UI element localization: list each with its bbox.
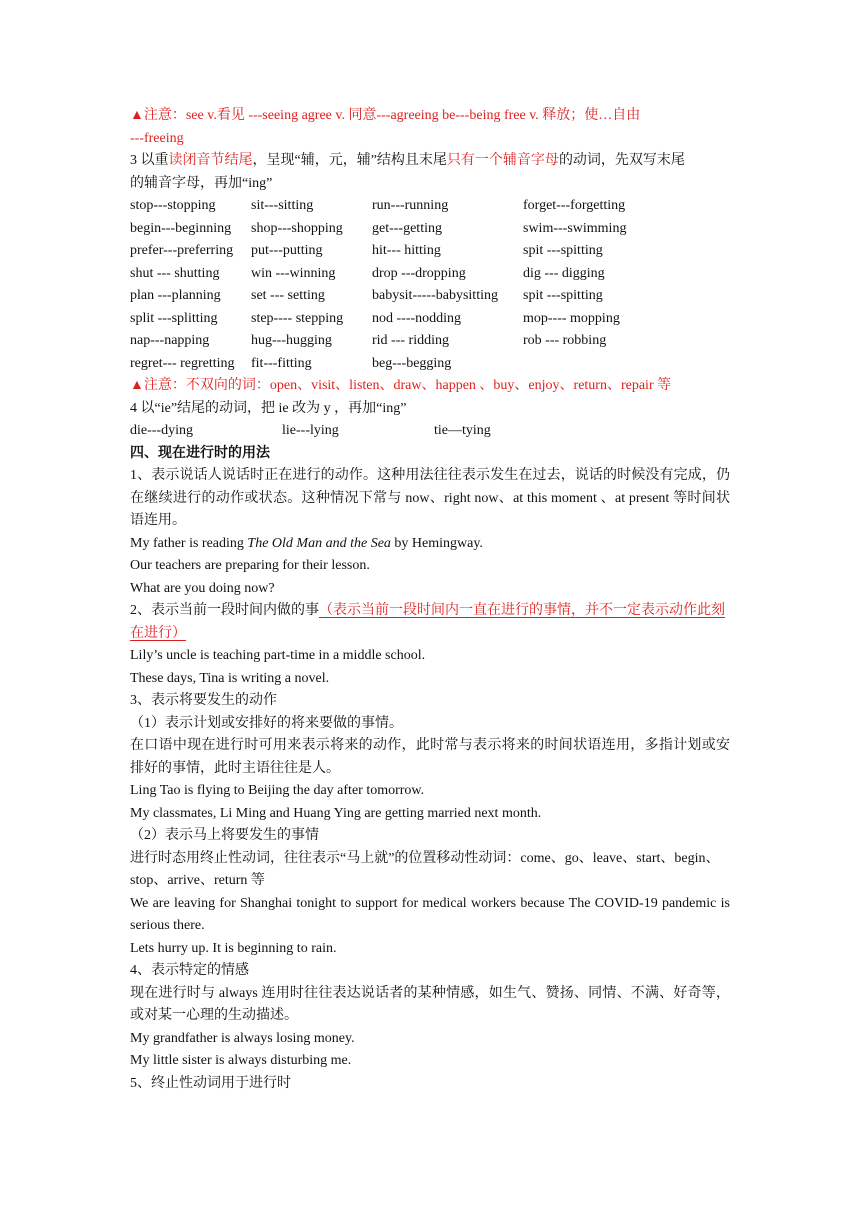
- table-cell: stop---stopping: [130, 198, 216, 213]
- table-cell: [523, 353, 730, 376]
- table-cell: tie—tying: [434, 423, 491, 438]
- table-cell: forget---forgetting: [523, 198, 626, 213]
- usage-3-sub-1-desc: 在口语中现在进行时可用来表示将来的动作，此时常与表示将来的时间状语连用，多指计划或安排好的事情，此时主语往往是人。: [130, 738, 730, 776]
- usage-3-sub-1: （1）表示计划或安排好的将来要做的事情。: [130, 715, 403, 731]
- table-cell: prefer---preferring: [130, 243, 234, 258]
- rule-3-suffix: 的动词，先双写末尾: [558, 153, 685, 168]
- table-cell: nap---napping: [130, 333, 210, 348]
- section-heading: 四、现在进行时的用法: [130, 445, 270, 461]
- rule-3-highlight-1: 读闭音节结尾: [168, 153, 253, 168]
- usage-3-sub-2-example-2: Lets hurry up. It is beginning to rain.: [130, 940, 337, 956]
- rule-3-highlight-2: 只有一个辅音字母: [446, 153, 559, 168]
- usage-1-example-2: Our teachers are preparing for their lesson.: [130, 558, 370, 573]
- usage-1-example-3: What are you doing now?: [130, 580, 275, 596]
- usage-3-sub-2: （2）表示马上将要发生的事情: [130, 828, 319, 843]
- rule-3-prefix: 3 以重: [130, 153, 169, 168]
- ie-table: [130, 420, 730, 443]
- usage-4-desc: 现在进行时与 always 连用时往往表达说话者的某种情感，如生气、赞扬、同情、不满、好奇等，或对某一心理的生动描述。: [130, 985, 730, 1023]
- usage-3-title: 3、表示将要发生的动作: [130, 693, 277, 708]
- rule-3-line2: 的辅音字母，再加“ing”: [130, 175, 273, 191]
- table-cell: rid --- ridding: [372, 333, 449, 348]
- table-cell: mop---- mopping: [523, 310, 620, 326]
- usage-2-heading: 2、表示当前一段时间内做的事: [130, 603, 319, 618]
- usage-1-example-1: [130, 533, 730, 556]
- table-cell: begin---beginning: [130, 220, 232, 236]
- rule-3-mid: ，呈现“辅，元，辅”结构且末尾: [252, 153, 447, 168]
- usage-5-title: 5、终止性动词用于进行时: [130, 1075, 291, 1091]
- note-freeing: ---freeing: [130, 130, 184, 146]
- rule-4: 4 以“ie”结尾的动词，把 ie 改为 y ，再加“ing”: [130, 400, 407, 416]
- table-cell: swim---swimming: [523, 220, 627, 236]
- table-cell: put---putting: [251, 243, 323, 258]
- usage-3-sub-1-example-2: My classmates, Li Ming and Huang Ying are getting married next month.: [130, 805, 542, 821]
- usage-2-example-2: These days, Tina is writing a novel.: [130, 670, 330, 686]
- table-cell: regret--- regretting: [130, 355, 235, 371]
- table-cell: run---running: [372, 198, 449, 213]
- table-cell: fit---fitting: [251, 355, 312, 371]
- usage-1-title: 1、表示说话人说话时正在进行的动作。这种用法往往表示发生在过去，说话的时候没有完成，仍在继续进行的动作或状态。这种情况下常与 now、right now、at this moment 、at present 等时间状语连用。: [130, 468, 730, 528]
- usage-4-title: 4、表示特定的情感: [130, 963, 249, 978]
- usage-4-example-2: My little sister is always disturbing me.: [130, 1053, 352, 1068]
- doubling-table: [130, 195, 730, 375]
- document-body: [130, 105, 730, 1095]
- usage-4-example-1: My grandfather is always losing money.: [130, 1030, 355, 1046]
- table-cell: set --- setting: [251, 288, 325, 303]
- usage-3-sub-2-example-1: We are leaving for Shanghai tonight to support for medical workers because The COVID-19 pandemic is serious there.: [130, 895, 730, 933]
- table-cell: spit ---spitting: [523, 288, 603, 303]
- usage-2-note: （表示当前一段时间内一直在进行的事情，并不一定表示动作此刻在进行）: [130, 603, 725, 641]
- table-cell: hit--- hitting: [372, 243, 441, 258]
- table-cell: get---getting: [372, 220, 442, 236]
- table-cell: die---dying: [130, 423, 193, 438]
- table-cell: win ---winning: [251, 265, 336, 281]
- example-text: by Hemingway.: [390, 535, 483, 551]
- usage-2-example-1: Lily’s uncle is teaching part-time in a middle school.: [130, 648, 426, 663]
- usage-3-sub-1-example-1: Ling Tao is flying to Beijing the day after tomorrow.: [130, 783, 425, 798]
- table-cell: sit---sitting: [251, 198, 314, 213]
- table-cell: hug---hugging: [251, 333, 332, 348]
- usage-3-sub-2-desc: 进行时态用终止性动词，往往表示“马上就”的位置移动性动词：come、go、leave、start、begin、stop、arrive、return 等: [130, 850, 720, 888]
- example-text: My father is reading: [130, 535, 248, 551]
- table-cell: spit ---spitting: [523, 243, 603, 258]
- table-cell: beg---begging: [372, 355, 452, 371]
- table-cell: plan ---planning: [130, 288, 221, 303]
- table-cell: nod ----nodding: [372, 310, 462, 326]
- book-title: The Old Man and the Sea: [247, 535, 391, 551]
- table-cell: shop---shopping: [251, 220, 343, 236]
- table-cell: step---- stepping: [251, 310, 344, 326]
- table-cell: drop ---dropping: [372, 265, 466, 281]
- table-cell: shut --- shutting: [130, 265, 220, 281]
- table-cell: dig --- digging: [523, 265, 605, 281]
- table-cell: lie---lying: [282, 423, 339, 438]
- note-see-agree: ▲注意：see v.看见 ---seeing agree v. 同意---agreeing be---being free v. 释放；使…自由: [130, 108, 641, 123]
- table-cell: split ---splitting: [130, 310, 218, 326]
- note-non-doubling: ▲注意：不双向的词：open、visit、listen、draw、happen 、buy、enjoy、return、repair 等: [130, 378, 672, 393]
- usage-2-title: [130, 600, 730, 645]
- table-cell: rob --- robbing: [523, 333, 607, 348]
- table-cell: babysit-----babysitting: [372, 288, 498, 303]
- rule-3-line1: [130, 150, 730, 173]
